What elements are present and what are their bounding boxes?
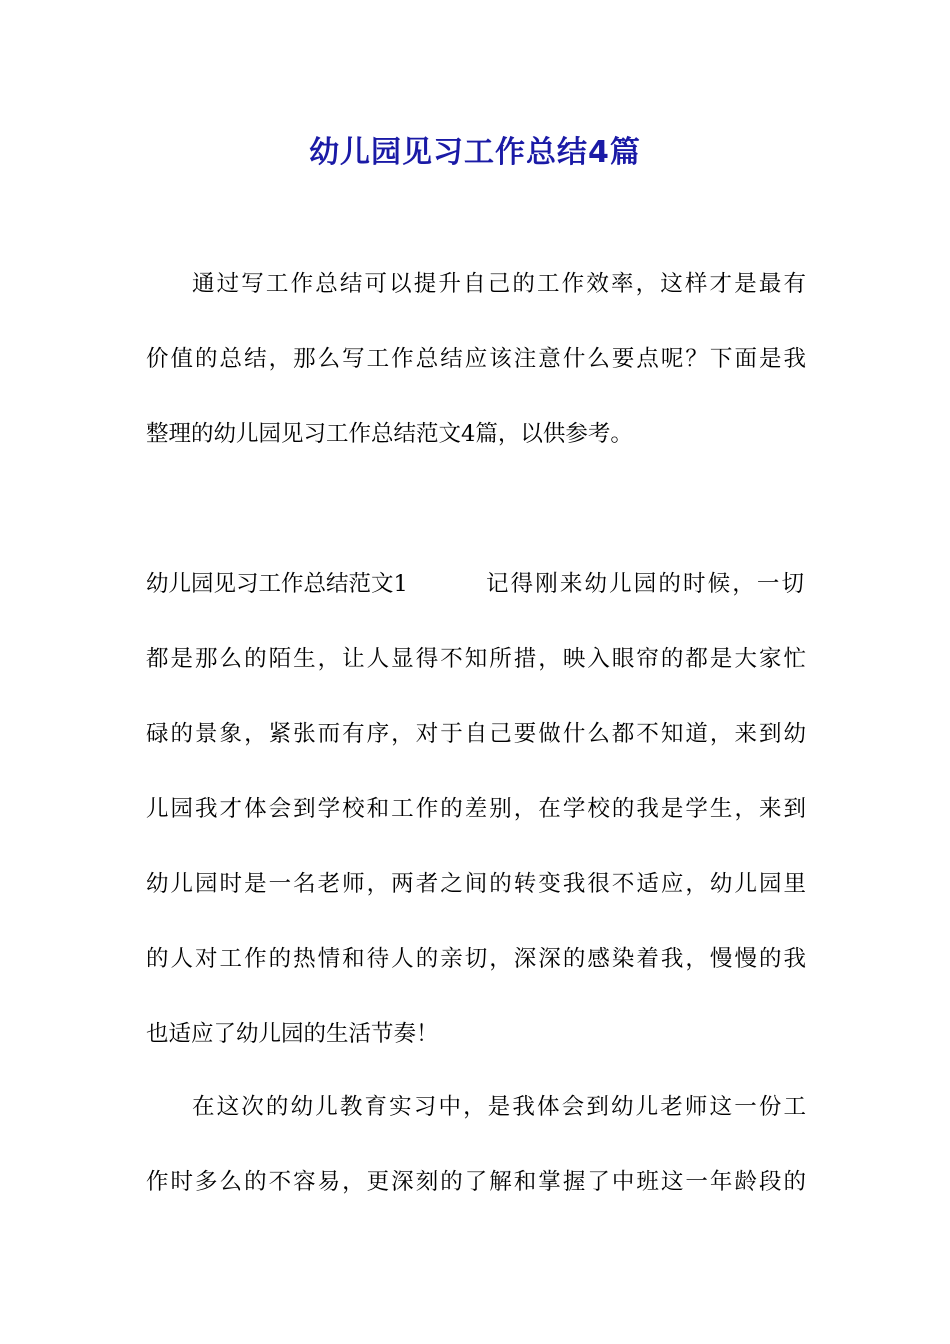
intro-line-1: 通过写工作总结可以提升自己的工作效率，这样才是最有 [192,271,806,297]
paragraph-2-line-1: 在这次的幼儿教育实习中，是我体会到幼儿老师这一份工 [192,1094,806,1120]
section-1-line-5: 幼儿园时是一名老师，两者之间的转变我很不适应，幼儿园里 [146,871,806,897]
section-1-line-7: 也适应了幼儿园的生活节奏！ [146,1021,439,1047]
paragraph-2-line-2: 作时多么的不容易，更深刻的了解和掌握了中班这一年龄段的 [146,1169,806,1195]
section-1-line-3: 碌的景象，紧张而有序，对于自己要做什么都不知道，来到幼 [146,721,806,747]
intro-line-3: 整理的幼儿园见习工作总结范文4篇，以供参考。 [146,421,633,447]
section-1-line-6: 的人对工作的热情和待人的亲切，深深的感染着我，慢慢的我 [146,946,806,972]
section-1-first-line-text: 记得刚来幼儿园的时候，一切 [486,571,804,597]
intro-line-2: 价值的总结，那么写工作总结应该注意什么要点呢？下面是我 [146,346,806,372]
section-1-line-4: 儿园我才体会到学校和工作的差别，在学校的我是学生，来到 [146,796,806,822]
document-title: 幼儿园见习工作总结4篇 [309,135,641,170]
section-1-line-2: 都是那么的陌生，让人显得不知所措，映入眼帘的都是大家忙 [146,646,806,672]
section-1-heading: 幼儿园见习工作总结范文1 [146,571,408,597]
section-1-first-line [146,564,806,604]
